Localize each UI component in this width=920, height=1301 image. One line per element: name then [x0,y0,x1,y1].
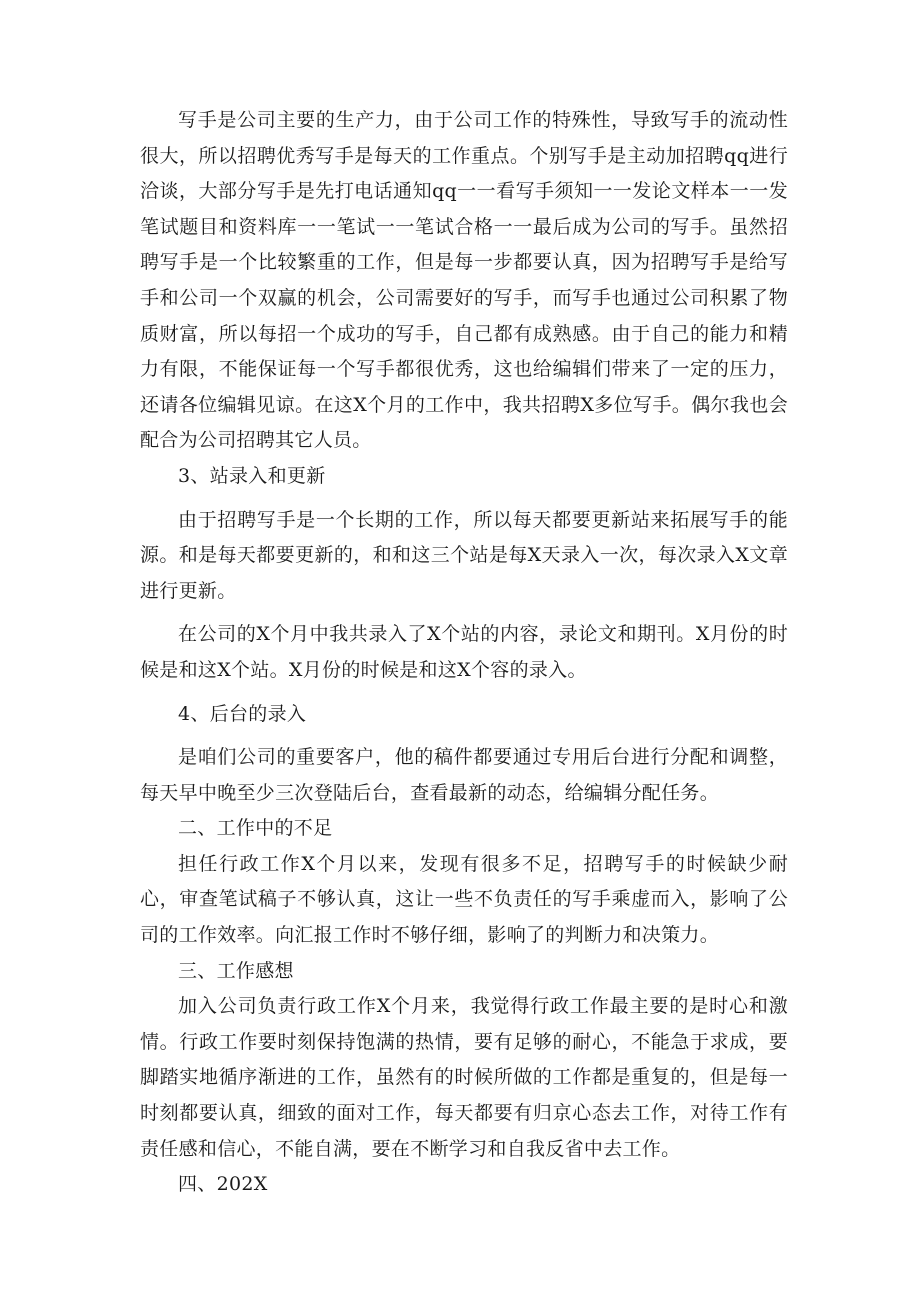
section-heading-thoughts: 三、工作感想 [178,959,294,982]
section-heading-backend-entry: 4、后台的录入 [178,702,307,725]
paragraph-site-entry-summary: 在公司的X个月中我共录入了X个站的内容，录论文和期刊。X月份的时候是和这X个站。X月份的时候是和这X个容的录入。 [140,623,788,681]
section-heading-four: 四、202X [178,1173,268,1196]
section-heading-shortcomings: 二、工作中的不足 [178,817,333,840]
paragraph-thoughts: 加入公司负责行政工作X个月来，我觉得行政工作最主要的是时心和激情。行政工作要时刻保持饱满的热情，要有足够的耐心，不能急于求成，要脚踏实地循序渐进的工作，虽然有的时候所做的工作都是重复的，但是每一时刻都要认真，细致的面对工作，每天都要有归京心态去工作，对待工作有责任感和信心，不能自满，要在不断学习和自我反省中去工作。 [140,995,788,1160]
document-page [140,103,788,1203]
section-heading-site-entry: 3、站录入和更新 [178,464,326,487]
paragraph-shortcomings: 担任行政工作X个月以来，发现有很多不足，招聘写手的时候缺少耐心，审查笔试稿子不够认真，这让一些不负责任的写手乘虚而入，影响了公司的工作效率。向汇报工作时不够仔细，影响了的判断力和决策力。 [140,852,788,947]
paragraph-recruiting-writers: 写手是公司主要的生产力，由于公司工作的特殊性，导致写手的流动性很大，所以招聘优秀写手是每天的工作重点。个别写手是主动加招聘qq进行洽谈，大部分写手是先打电话通知qq一一看写手须知一一发论文样本一一发笔试题目和资料库一一笔试一一笔试合格一一最后成为公司的写手。虽然招聘写手是一个比较繁重的工作，但是每一步都要认真，因为招聘写手是给写手和公司一个双赢的机会，公司需要好的写手，而写手也通过公司积累了物质财富，所以每招一个成功的写手，自己都有成熟感。由于自己的能力和精力有限，不能保证每一个写手都很优秀，这也给编辑们带来了一定的压力，还请各位编辑见谅。在这X个月的工作中，我共招聘X多位写手。偶尔我也会配合为公司招聘其它人员。 [140,109,788,452]
paragraph-site-updates: 由于招聘写手是一个长期的工作，所以每天都要更新站来拓展写手的能源。和是每天都要更新的，和和这三个站是每X天录入一次，每次录入X文章进行更新。 [140,508,788,602]
paragraph-backend-entry: 是咱们公司的重要客户，他的稿件都要通过专用后台进行分配和调整，每天早中晚至少三次登陆后台，查看最新的动态，给编辑分配任务。 [140,746,788,804]
